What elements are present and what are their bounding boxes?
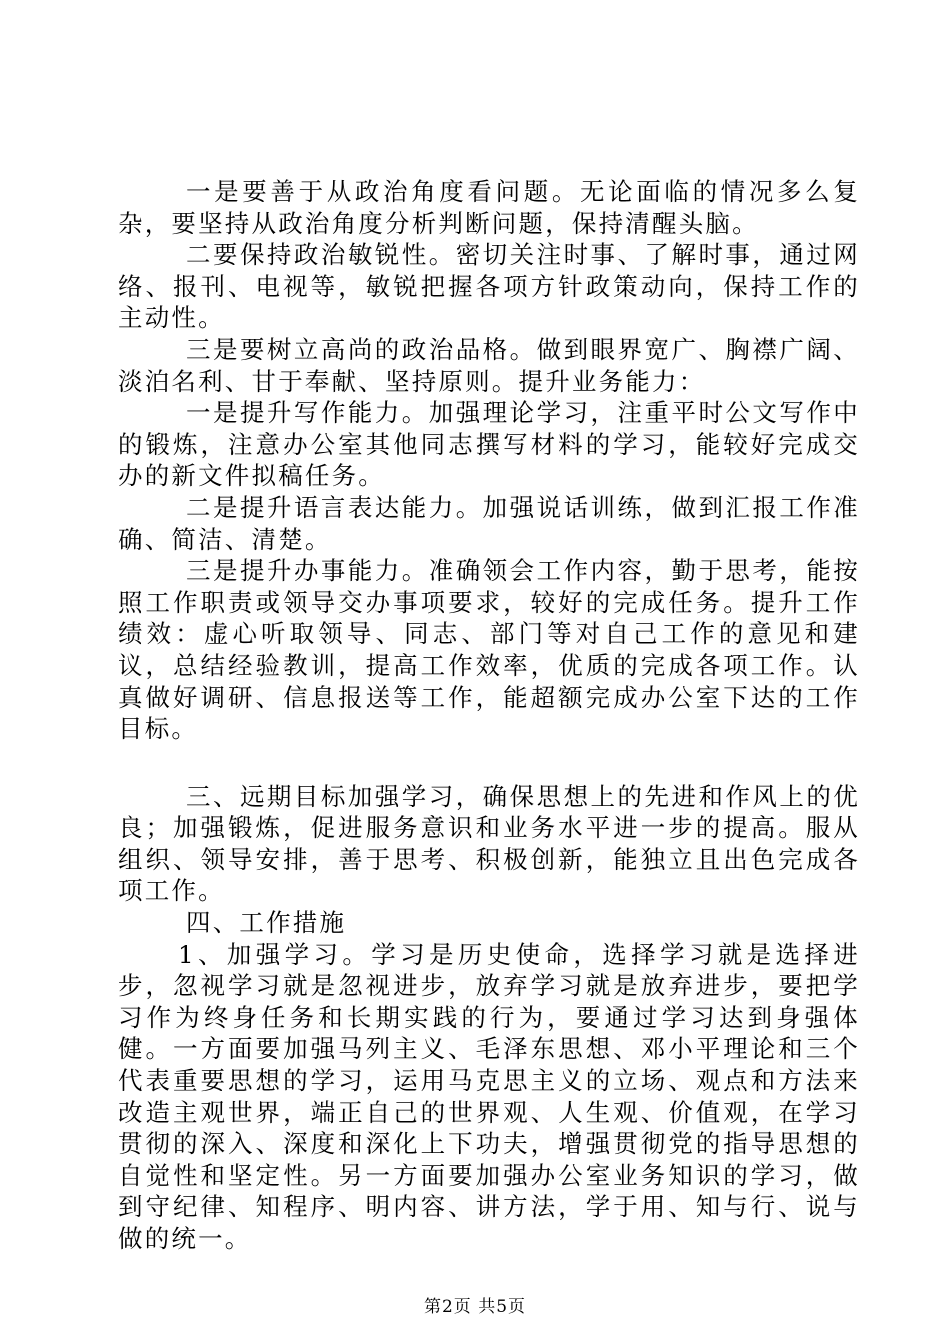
paragraph-long-term-goal: 三、远期目标加强学习，确保思想上的先进和作风上的优良；加强锻炼，促进服务意识和业务水平进一步的提高。服从组织、领导安排，善于思考、积极创新，能独立且出色完成各项工作。 — [118, 781, 860, 906]
paragraph-strengthen-study: 1、加强学习。学习是历史使命，选择学习就是选择进步，忽视学习就是忽视进步，放弃学习就是放弃进步，要把学习作为终身任务和长期实践的行为，要通过学习达到身强体健。一方面要加强马列主义、毛泽东思想、邓小平理论和三个代表重要思想的学习，运用马克思主义的立场、观点和方法来改造主观世界，端正自己的世界观、人生观、价值观，在学习贯彻的深入、深度和深化上下功夫，增强贯彻党的指导思想的自觉性和坚定性。另一方面要加强办公室业务知识的学习，做到守纪律、知程序、明内容、讲方法，学于用、知与行、说与做的统一。 — [118, 939, 860, 1253]
page-number-footer: 第2页 共5页 — [423, 1297, 527, 1317]
document-body — [118, 176, 860, 1255]
paragraph-expression-ability: 二是提升语言表达能力。加强说话训练，做到汇报工作准确、简洁、清楚。 — [118, 492, 860, 554]
paragraph-political-perspective: 一是要善于从政治角度看问题。无论面临的情况多么复杂，要坚持从政治角度分析判断问题，保持清醒头脑。 — [118, 177, 860, 238]
paragraph-political-character: 三是要树立高尚的政治品格。做到眼界宽广、胸襟广阔、淡泊名利、甘于奉献、坚持原则。提升业务能力： — [118, 334, 860, 396]
paragraph-gap — [118, 745, 860, 781]
paragraph-writing-ability: 一是提升写作能力。加强理论学习，注重平时公文写作中的锻炼，注意办公室其他同志撰写材料的学习，能较好完成交办的新文件拟稿任务。 — [118, 398, 860, 491]
paragraph-political-sensitivity: 二要保持政治敏锐性。密切关注时事、了解时事，通过网络、报刊、电视等，敏锐把握各项方针政策动向，保持工作的主动性。 — [118, 240, 860, 333]
paragraph-work-ability: 三是提升办事能力。准确领会工作内容，勤于思考，能按照工作职责或领导交办事项要求，较好的完成任务。提升工作绩效：虚心听取领导、同志、部门等对自己工作的意见和建议，总结经验教训，提高工作效率，优质的完成各项工作。认真做好调研、信息报送等工作，能超额完成办公室下达的工作目标。 — [118, 556, 860, 744]
section-heading-measures: 四、工作措施 — [186, 908, 347, 938]
